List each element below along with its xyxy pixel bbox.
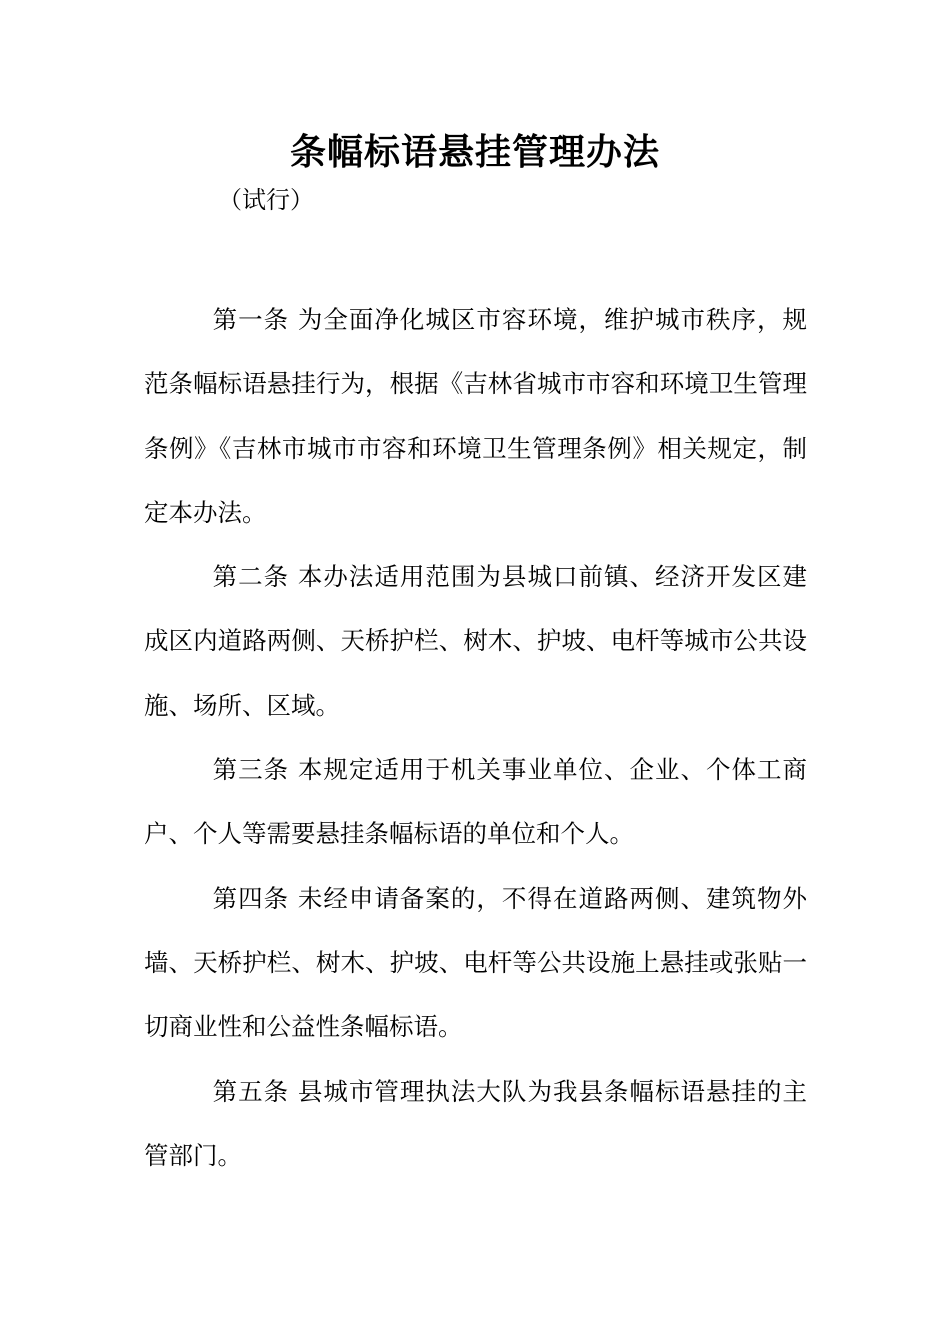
article-3: 第三条 本规定适用于机关事业单位、企业、个体工商户、个人等需要悬挂条幅标语的单位和个人。 <box>144 755 807 849</box>
article-2: 第二条 本办法适用范围为县城口前镇、经济开发区建成区内道路两侧、天桥护栏、树木、护坡、电杆等城市公共设施、场所、区域。 <box>144 562 807 720</box>
article-1: 第一条 为全面净化城区市容环境，维护城市秩序，规范条幅标语悬挂行为，根据《吉林省城市市容和环境卫生管理条例》《吉林市城市市容和环境卫生管理条例》相关规定，制定本办法。 <box>144 305 807 527</box>
article-5: 第五条 县城市管理执法大队为我县条幅标语悬挂的主管部门。 <box>144 1076 807 1170</box>
document-subtitle: （试行） <box>218 186 314 214</box>
article-4: 第四条 未经申请备案的，不得在道路两侧、建筑物外墙、天桥护栏、树木、护坡、电杆等公共设施上悬挂或张贴一切商业性和公益性条幅标语。 <box>144 883 807 1042</box>
document-title: 条幅标语悬挂管理办法 <box>289 131 660 173</box>
document-body <box>144 288 807 1188</box>
